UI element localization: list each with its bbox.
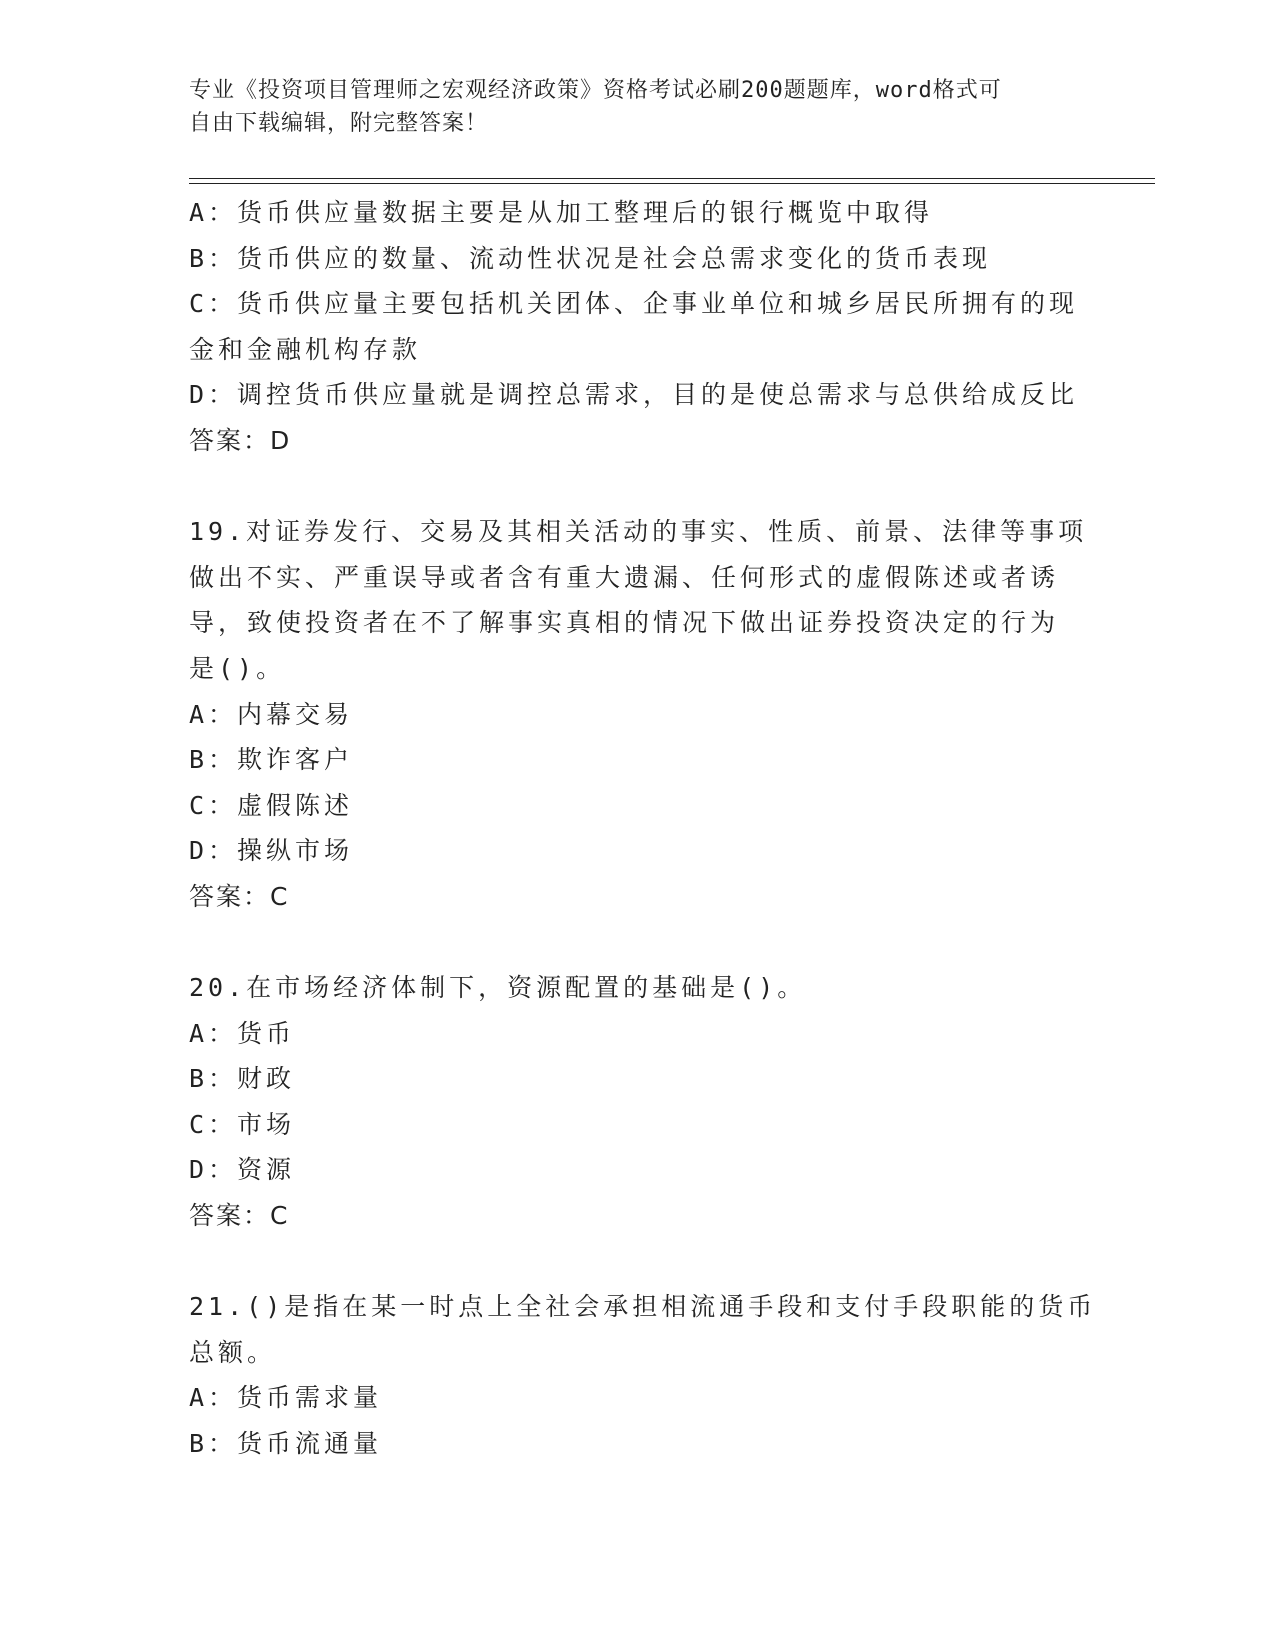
answer-line: 答案：C bbox=[189, 881, 290, 911]
document-body bbox=[189, 190, 1097, 1467]
option-a: A：货币 bbox=[189, 1018, 296, 1048]
question-stem-line: 20.在市场经济体制下，资源配置的基础是()。 bbox=[189, 973, 807, 1003]
option-d: D：资源 bbox=[189, 1155, 296, 1185]
option-d: D：操纵市场 bbox=[189, 836, 354, 866]
document-header bbox=[189, 74, 1069, 140]
option-c: C：市场 bbox=[189, 1109, 296, 1139]
question-stem-line: 导，致使投资者在不了解事实真相的情况下做出证券投资决定的行为 bbox=[189, 608, 1060, 638]
header-divider-top bbox=[189, 178, 1155, 179]
option-d: D：调控货币供应量就是调控总需求，目的是使总需求与总供给成反比 bbox=[189, 380, 1079, 410]
header-divider-bottom bbox=[189, 183, 1155, 184]
question-stem-line: 是()。 bbox=[189, 653, 286, 683]
header-line-1: 专业《投资项目管理师之宏观经济政策》资格考试必刷200题题库，word格式可 bbox=[189, 78, 1002, 103]
option-a: A：货币供应量数据主要是从加工整理后的银行概览中取得 bbox=[189, 198, 934, 227]
spacer bbox=[189, 464, 1089, 510]
option-c-continued: 金和金融机构存款 bbox=[189, 334, 422, 364]
question-stem-line: 21.()是指在某一时点上全社会承担相流通手段和支付手段职能的货币 bbox=[189, 1292, 1097, 1322]
option-b: B：货币流通量 bbox=[189, 1429, 383, 1459]
question-21 bbox=[189, 1284, 1097, 1466]
question-stem-line: 19.对证券发行、交易及其相关活动的事实、性质、前景、法律等事项 bbox=[189, 517, 1088, 547]
option-b: B：货币供应的数量、流动性状况是社会总需求变化的货币表现 bbox=[189, 243, 992, 273]
option-a: A：货币需求量 bbox=[189, 1383, 383, 1413]
question-stem-line: 总额。 bbox=[189, 1337, 277, 1367]
option-b: B：欺诈客户 bbox=[189, 745, 354, 775]
header-line-2: 自由下载编辑，附完整答案！ bbox=[189, 111, 489, 136]
option-a: A：内幕交易 bbox=[189, 699, 354, 729]
option-c: C：货币供应量主要包括机关团体、企事业单位和城乡居民所拥有的现 bbox=[189, 289, 1079, 319]
option-c: C：虚假陈述 bbox=[189, 790, 354, 820]
question-19 bbox=[189, 509, 1089, 919]
answer-line: 答案：C bbox=[189, 1201, 290, 1231]
spacer bbox=[189, 1239, 1089, 1285]
question-18 bbox=[189, 190, 1089, 464]
spacer bbox=[189, 920, 1089, 966]
option-b: B：财政 bbox=[189, 1064, 296, 1094]
answer-line: 答案：D bbox=[189, 425, 292, 455]
question-20 bbox=[189, 965, 1089, 1239]
question-stem-line: 做出不实、严重误导或者含有重大遗漏、任何形式的虚假陈述或者诱 bbox=[189, 562, 1060, 592]
